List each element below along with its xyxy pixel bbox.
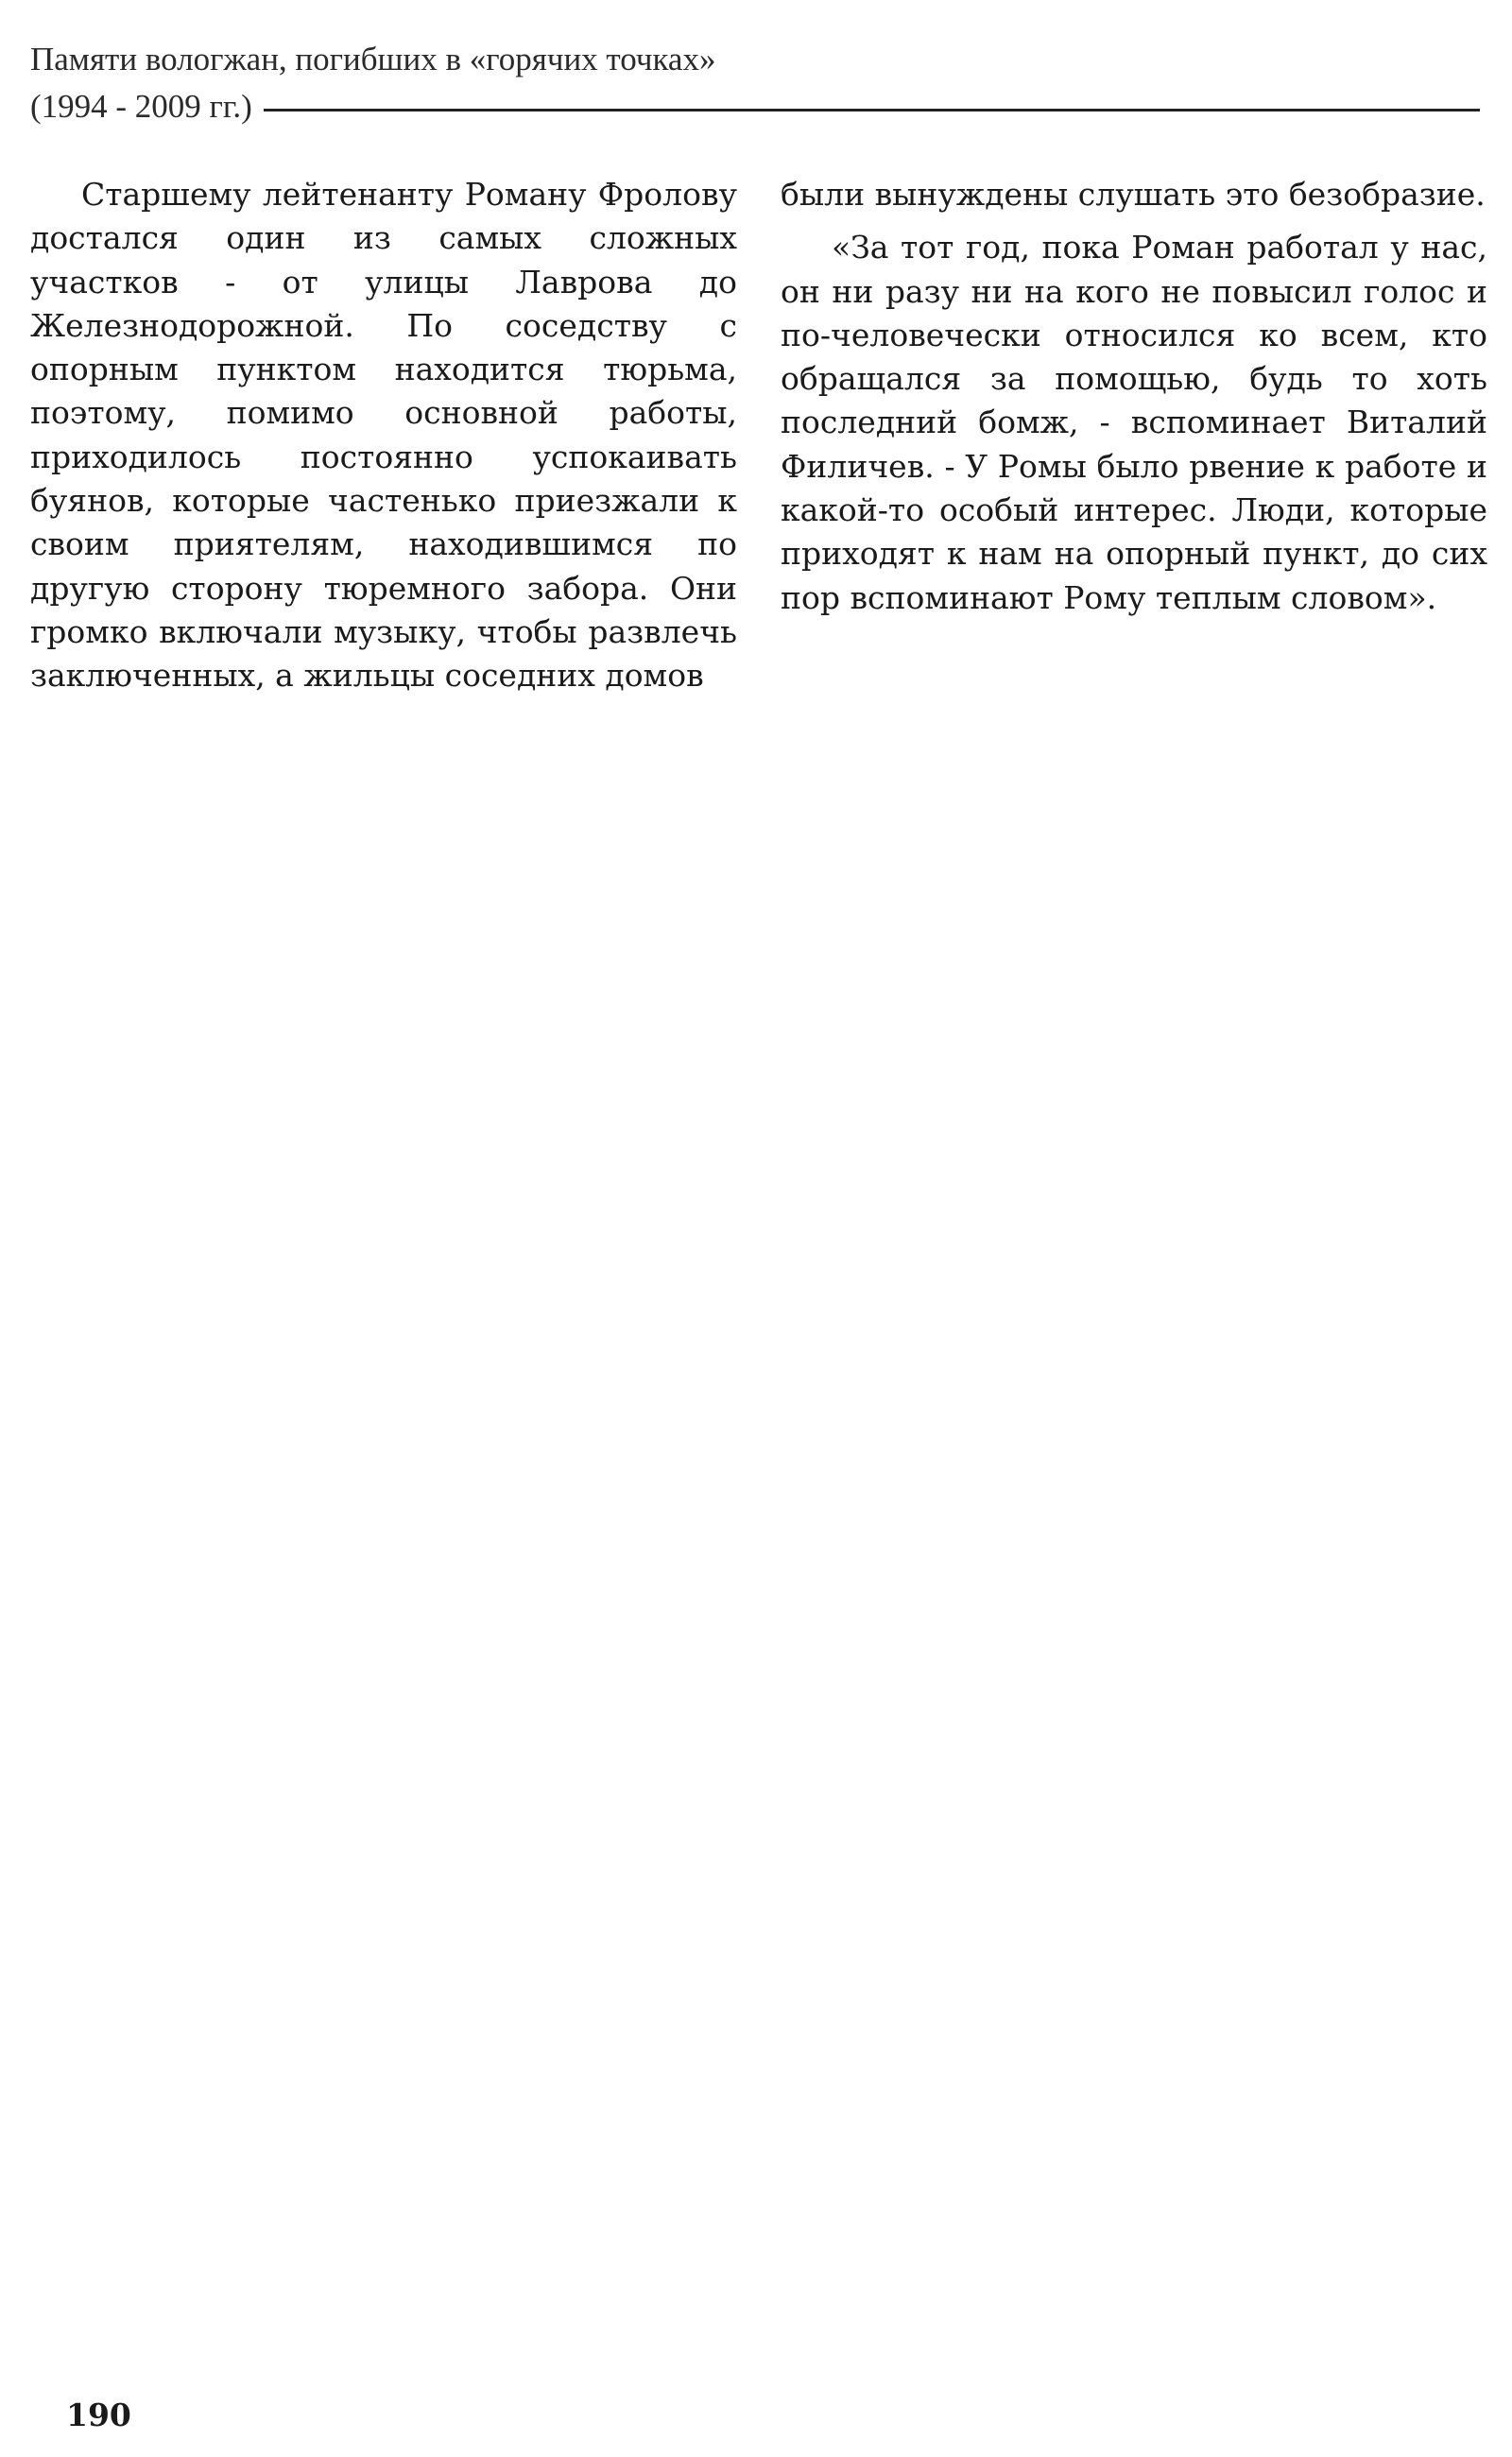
right-paragraph-2: «За тот год, пока Роман работал у нас, он ни разу ни на кого не повысил голос и по-человечески относился ко всем, кто обращался за помощью, будь то хоть последний бомж, - вспоминает Виталий Филичев. - У Ромы было рвение к работе и какой-то особый интерес. Люди, которые приходят к нам на опорный пункт, до сих пор вспоминают Рому теплым словом». bbox=[781, 229, 1487, 616]
right-column bbox=[781, 173, 1487, 629]
left-paragraph-1: Старшему лейтенанту Роману Фролову достался один из самых сложных участков - от улицы Лаврова до Железнодорожной. По соседству с опорным пунктом находится тюрьма, поэтому, помимо основной работы, приходилось постоянно успокаивать буянов, которые частенько приезжали к своим приятелям, находившимся по другую сторону тюремного забора. Они громко включали музыку, чтобы развлечь заключенных, а жильцы соседних домов bbox=[30, 176, 737, 695]
left-column bbox=[30, 173, 737, 708]
page-number: 190 bbox=[66, 2397, 131, 2433]
header-rule bbox=[264, 109, 1480, 112]
running-header bbox=[30, 36, 1480, 130]
header-years: (1994 - 2009 гг.) bbox=[30, 88, 252, 125]
header-title: Памяти вологжан, погибших в «горячих точках» bbox=[30, 41, 716, 77]
right-paragraph-1: были вынуждены слушать это безобразие. bbox=[781, 176, 1486, 213]
header-subtitle-row bbox=[30, 83, 1480, 130]
